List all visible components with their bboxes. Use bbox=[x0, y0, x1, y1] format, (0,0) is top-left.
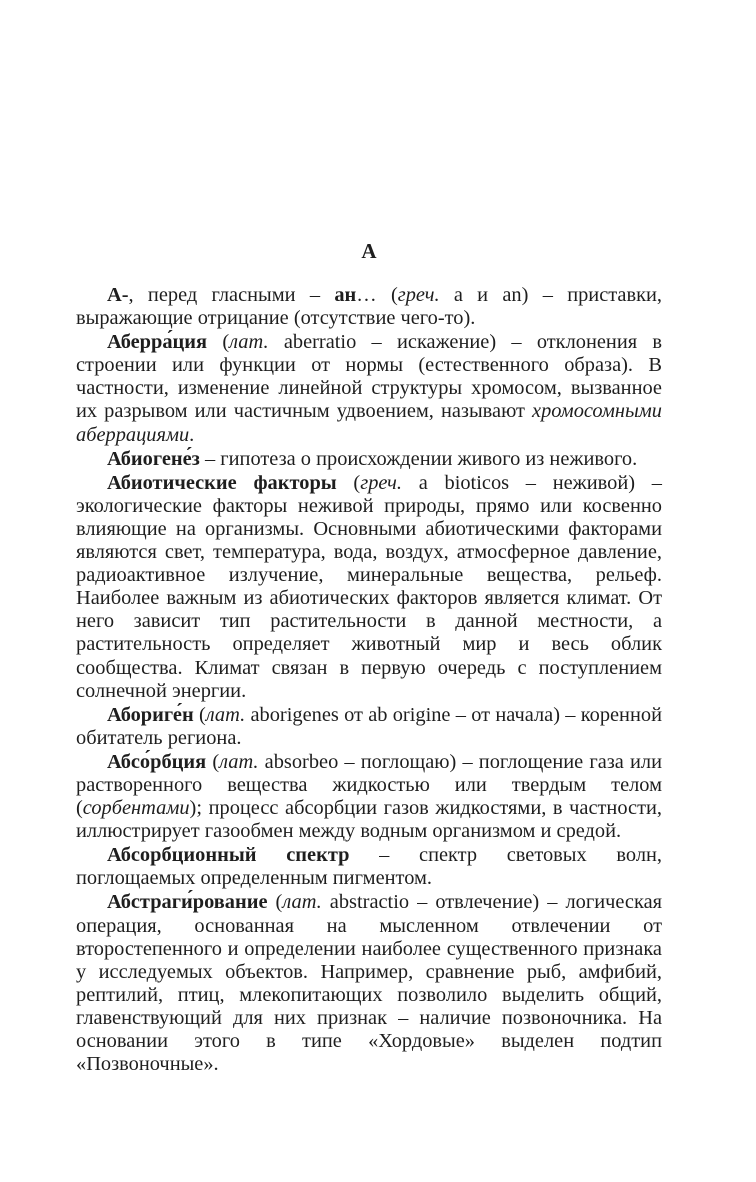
entry-text: ( bbox=[207, 331, 230, 354]
entry-italic-text: греч. bbox=[397, 284, 440, 306]
dictionary-entry bbox=[76, 704, 662, 750]
entry-italic-text: сорбентами bbox=[82, 797, 190, 820]
entry-italic-text: лат. bbox=[205, 703, 246, 726]
entry-text: – гипотеза о происхождении живого из неживого. bbox=[199, 447, 638, 470]
entry-term: Абсорбционный спектр bbox=[107, 844, 350, 867]
entry-bold-text: ан bbox=[334, 284, 357, 306]
entry-text: ( bbox=[336, 471, 361, 494]
entry-italic-text: лат. bbox=[229, 331, 269, 354]
entry-term: Абиотические факторы bbox=[107, 471, 337, 494]
entry-term: Абиогене́з bbox=[107, 447, 200, 470]
entry-text: . bbox=[189, 423, 195, 446]
entry-text: a bioticos – неживой) – экологические факторы неживой природы, прямо или косвенно влияющие на организмы. Основными абиотическими факторами являются свет, температура, вода, воздух, атмосферное давление, радиоактивное излучение, минеральные вещества, рельеф. Наиболее важным из абиотических факторов является климат. От него зависит тип растительности в данной местности, а растительность определяет животный мир и весь облик сообщества. Климат связан в первую очередь с поступлением солнечной энергии. bbox=[76, 471, 662, 702]
entry-text: – спектр световых волн, поглощаемых определенным пигментом. bbox=[76, 844, 662, 890]
entry-text: , перед гласными – bbox=[128, 284, 335, 306]
dictionary-page bbox=[76, 236, 662, 1077]
entry-italic-text: лат. bbox=[219, 750, 259, 773]
entry-term: Абстраги́рование bbox=[107, 891, 268, 914]
dictionary-entry bbox=[76, 472, 662, 703]
entry-text: ( bbox=[267, 891, 283, 914]
section-letter-heading: А bbox=[361, 239, 377, 263]
entry-term: Абсо́рбция bbox=[107, 750, 207, 773]
entry-text: ); процесс абсорбции газов жидкостями, в частности, иллюстрирует газообмен между водным организмом и средой. bbox=[76, 797, 662, 843]
entry-italic-text: лат. bbox=[282, 891, 322, 914]
dictionary-entry bbox=[76, 331, 662, 446]
entry-term: Абориге́н bbox=[107, 703, 194, 726]
entry-italic-text: греч. bbox=[360, 471, 402, 494]
dictionary-entry bbox=[76, 284, 662, 330]
entry-text: a и an) – приставки, выражающие отрицание (отсутствие чего-то). bbox=[76, 284, 663, 330]
entry-italic-text: хромосомными аберрациями bbox=[76, 400, 662, 446]
dictionary-entry bbox=[76, 844, 662, 890]
dictionary-entry bbox=[76, 448, 662, 471]
entry-text: abstractio – отвлечение) – логическая операция, основанная на мысленном отвлечении от второстепенного и определении наиболее существенного признака у исследуемых объектов. Например, сравнение рыб, амфибий, рептилий, птиц, млекопитающих позволило выделить общий, главенствующий для них признак – наличие позвоночника. На основании этого в типе «Хордовые» выделен подтип «Позвоночные». bbox=[76, 891, 662, 1076]
entry-text: aborigenes от ab origine – от начала) – коренной обитатель региона. bbox=[76, 703, 662, 749]
dictionary-entry bbox=[76, 751, 662, 843]
entry-text: absorbeo – поглощаю) – поглощение газа или растворенного вещества жидкостью или твердым телом ( bbox=[76, 750, 662, 820]
entry-text: … ( bbox=[356, 284, 398, 306]
dictionary-entry bbox=[76, 891, 662, 1076]
entry-term: Аберра́ция bbox=[107, 331, 208, 354]
entry-term: А- bbox=[107, 284, 129, 306]
entry-text: ( bbox=[193, 703, 206, 726]
entry-text: aberratio – искажение) – отклонения в строении или функции от нормы (естественного образа). В частности, изменение линейной структуры хромосом, вызванное их разрывом или частичным удвоением, называют bbox=[76, 331, 663, 423]
entry-text: ( bbox=[206, 750, 220, 773]
